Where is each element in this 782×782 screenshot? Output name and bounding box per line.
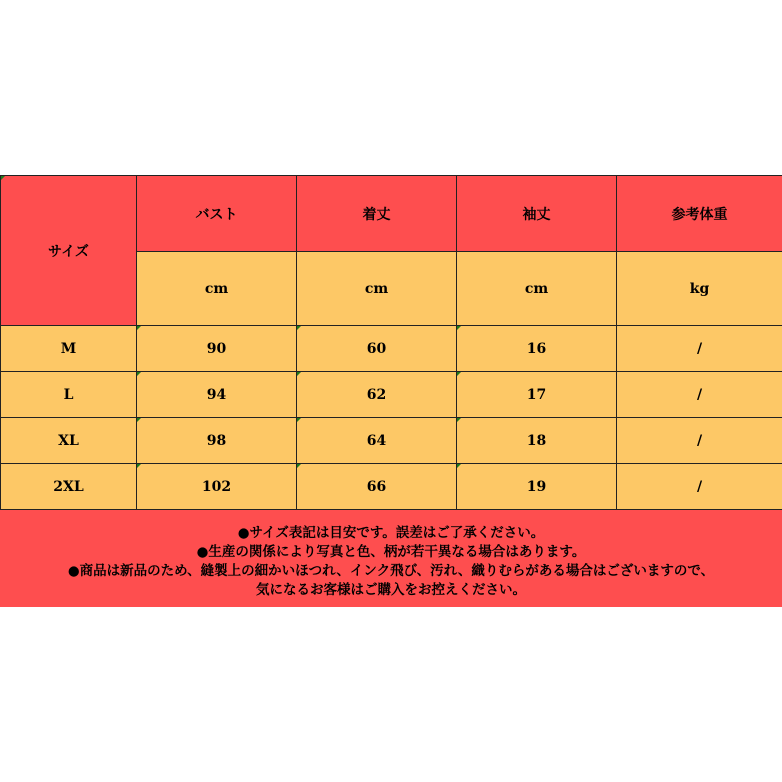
size-cell: XL	[1, 418, 137, 464]
table-row	[1, 372, 782, 418]
notes-panel	[0, 509, 782, 607]
sleeve-cell: 17	[457, 372, 617, 418]
bust-cell: 98	[137, 418, 297, 464]
note-line: 気になるお客様はご購入をお控えください。	[256, 582, 526, 598]
weight-cell: /	[617, 464, 782, 510]
unit-weight: kg	[617, 252, 782, 326]
size-cell: 2XL	[1, 464, 137, 510]
bust-cell: 102	[137, 464, 297, 510]
note-line: ●サイズ表記は目安です。誤差はご了承ください。	[237, 525, 545, 541]
header-row	[1, 176, 782, 252]
unit-sleeve: cm	[457, 252, 617, 326]
size-table	[0, 175, 782, 510]
note-line: ●生産の関係により写真と色、柄が若干異なる場合はあります。	[196, 544, 586, 560]
length-cell: 60	[297, 326, 457, 372]
note-line: ●商品は新品のため、縫製上の細かいほつれ、インク飛び、汚れ、織りむらがある場合はございますので、	[67, 563, 715, 579]
length-cell: 62	[297, 372, 457, 418]
weight-cell: /	[617, 372, 782, 418]
size-chart	[0, 175, 782, 607]
length-cell: 64	[297, 418, 457, 464]
sleeve-cell: 18	[457, 418, 617, 464]
header-sleeve: 袖丈	[457, 176, 617, 252]
size-cell: M	[1, 326, 137, 372]
size-cell: L	[1, 372, 137, 418]
unit-bust: cm	[137, 252, 297, 326]
bust-cell: 94	[137, 372, 297, 418]
table-row	[1, 326, 782, 372]
length-cell: 66	[297, 464, 457, 510]
table-row	[1, 418, 782, 464]
sleeve-cell: 16	[457, 326, 617, 372]
bust-cell: 90	[137, 326, 297, 372]
header-bust: バスト	[137, 176, 297, 252]
weight-cell: /	[617, 326, 782, 372]
size-header: サイズ	[1, 176, 137, 326]
header-weight: 参考体重	[617, 176, 782, 252]
sleeve-cell: 19	[457, 464, 617, 510]
weight-cell: /	[617, 418, 782, 464]
unit-length: cm	[297, 252, 457, 326]
header-length: 着丈	[297, 176, 457, 252]
table-row	[1, 464, 782, 510]
